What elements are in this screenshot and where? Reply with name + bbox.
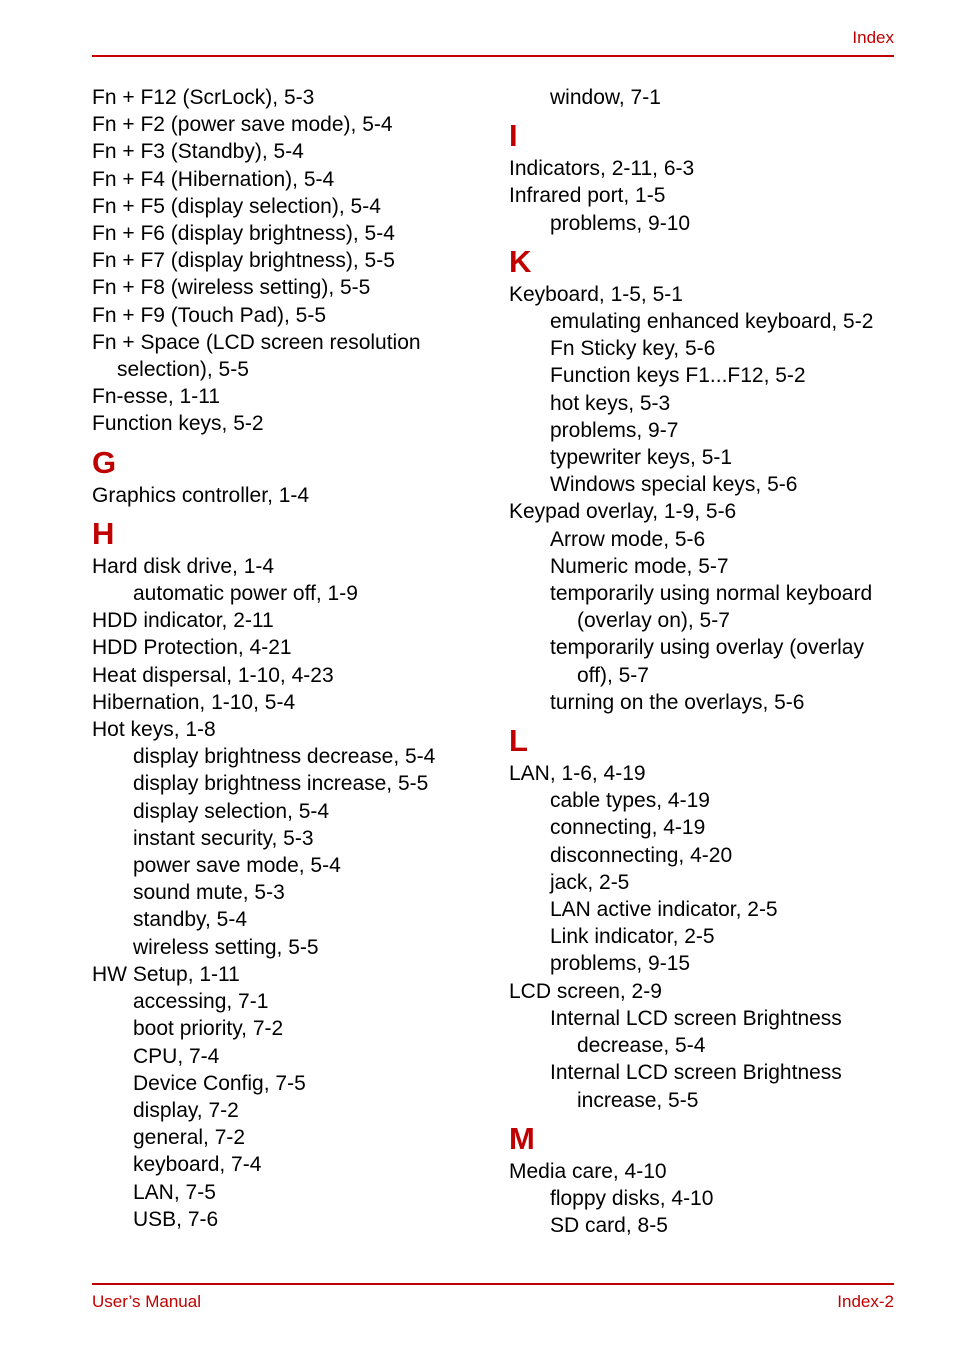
index-subentry — [92, 1206, 492, 1233]
index-entry-text: Fn + F3 (Standby), 5-4 — [92, 140, 304, 164]
index-entry-text: SD card, 8-5 — [550, 1214, 668, 1238]
footer-manual-title: User’s Manual — [92, 1292, 201, 1311]
index-entry — [92, 553, 492, 580]
index-subentry — [92, 879, 492, 906]
index-entry — [509, 760, 909, 787]
index-subentry — [92, 825, 492, 852]
index-entry-text: display, 7-2 — [133, 1098, 239, 1122]
index-entry-text: Numeric mode, 5-7 — [550, 554, 729, 578]
index-subentry — [509, 1185, 909, 1212]
index-entry — [92, 247, 492, 274]
index-subentry — [92, 852, 492, 879]
index-subentry — [92, 1015, 492, 1042]
index-entry-text: Hibernation, 1-10, 5-4 — [92, 690, 296, 714]
index-subentry — [509, 210, 909, 237]
index-entry — [92, 383, 492, 410]
index-entry-text: Fn + Space (LCD screen resolution — [92, 330, 421, 354]
index-subentry — [509, 580, 909, 634]
index-subentry — [509, 950, 909, 977]
index-entry-text: turning on the overlays, 5-6 — [550, 690, 805, 714]
index-entry-continuation: decrease, 5-4 — [577, 1034, 706, 1058]
index-entry-text: HDD Protection, 4-21 — [92, 636, 292, 660]
index-entry-text: Hard disk drive, 1-4 — [92, 554, 275, 578]
index-entry-text: floppy disks, 4-10 — [550, 1186, 714, 1210]
index-subentry — [509, 553, 909, 580]
index-entry-continuation: off), 5-7 — [577, 663, 649, 687]
index-entry-text: Link indicator, 2-5 — [550, 925, 715, 949]
index-subentry — [92, 1179, 492, 1206]
index-entry — [92, 111, 492, 138]
index-subentry — [509, 869, 909, 896]
index-entry-text: hot keys, 5-3 — [550, 391, 671, 415]
index-entry-text: Hot keys, 1-8 — [92, 718, 216, 742]
index-subentry — [509, 787, 909, 814]
index-entry-text: cable types, 4-19 — [550, 789, 710, 813]
index-entry-text: power save mode, 5-4 — [133, 854, 341, 878]
index-entry — [509, 498, 909, 525]
index-entry-text: jack, 2-5 — [550, 870, 630, 894]
index-subentry — [509, 634, 909, 688]
index-entry — [92, 138, 492, 165]
index-entry-text: problems, 9-10 — [550, 211, 691, 235]
index-entry-text: problems, 9-7 — [550, 418, 679, 442]
index-section-letter: H — [92, 515, 115, 551]
index-entry — [92, 662, 492, 689]
index-entry-text: HDD indicator, 2-11 — [92, 609, 274, 633]
index-subentry — [92, 1124, 492, 1151]
index-section-letter: K — [509, 243, 532, 279]
index-entry-text: standby, 5-4 — [133, 908, 248, 932]
index-entry — [92, 193, 492, 220]
index-entry-text: HW Setup, 1-11 — [92, 962, 240, 986]
index-entry-continuation: increase, 5-5 — [577, 1088, 699, 1112]
index-subentry — [509, 526, 909, 553]
index-entry — [509, 155, 909, 182]
index-entry-text: Keypad overlay, 1-9, 5-6 — [509, 500, 737, 524]
index-entry — [92, 410, 492, 437]
index-subentry — [92, 934, 492, 961]
index-subentry — [92, 906, 492, 933]
index-subentry — [509, 335, 909, 362]
index-entry-text: Fn + F7 (display brightness), 5-5 — [92, 249, 395, 273]
index-entry-text: temporarily using overlay (overlay — [550, 636, 864, 660]
footer-rule — [92, 1283, 894, 1285]
index-subentry — [92, 1043, 492, 1070]
index-entry — [92, 716, 492, 743]
index-entry-text: Fn + F9 (Touch Pad), 5-5 — [92, 303, 327, 327]
index-entry-text: Fn + F5 (display selection), 5-4 — [92, 194, 381, 218]
index-subentry — [509, 689, 909, 716]
index-entry-text: Internal LCD screen Brightness — [550, 1006, 842, 1030]
index-entry-text: emulating enhanced keyboard, 5-2 — [550, 310, 874, 334]
index-entry-text: window, 7-1 — [550, 86, 661, 109]
index-entry — [92, 220, 492, 247]
index-entry-text: connecting, 4-19 — [550, 816, 706, 840]
header-rule — [92, 55, 894, 57]
index-entry — [92, 634, 492, 661]
index-entry-text: LCD screen, 2-9 — [509, 979, 662, 1003]
index-entry-text: Arrow mode, 5-6 — [550, 527, 706, 551]
index-entry — [92, 961, 492, 988]
index-entry-text: problems, 9-15 — [550, 952, 691, 976]
index-entry-text: LAN active indicator, 2-5 — [550, 898, 778, 922]
index-entry — [92, 166, 492, 193]
index-entry — [92, 482, 492, 509]
index-subentry — [509, 308, 909, 335]
index-entry-text: Windows special keys, 5-6 — [550, 473, 798, 497]
index-subentry — [509, 1005, 909, 1059]
index-subentry — [509, 1212, 909, 1239]
index-subentry — [92, 1097, 492, 1124]
index-entry-text: LAN, 7-5 — [133, 1180, 216, 1204]
running-header: Index — [852, 28, 894, 47]
index-entry-text: Function keys, 5-2 — [92, 412, 264, 436]
index-entry — [92, 84, 492, 111]
index-subentry — [509, 1059, 909, 1113]
index-entry-text: Fn + F4 (Hibernation), 5-4 — [92, 167, 335, 191]
index-entry-text: disconnecting, 4-20 — [550, 843, 733, 867]
index-entry-text: USB, 7-6 — [133, 1207, 219, 1231]
index-entry-text: CPU, 7-4 — [133, 1044, 220, 1068]
index-entry-text: sound mute, 5-3 — [133, 881, 285, 905]
index-entry-text: Fn Sticky key, 5-6 — [550, 337, 716, 361]
index-entry-text: Media care, 4-10 — [509, 1159, 667, 1183]
index-section-letter: G — [92, 444, 117, 480]
index-entry — [509, 281, 909, 308]
index-entry-text: Infrared port, 1-5 — [509, 184, 666, 208]
index-entry-text: temporarily using normal keyboard — [550, 582, 873, 606]
index-entry-text: automatic power off, 1-9 — [133, 582, 358, 606]
index-entry — [509, 182, 909, 209]
index-section-letter: L — [509, 723, 528, 759]
index-subentry — [509, 814, 909, 841]
index-entry-text: Fn + F12 (ScrLock), 5-3 — [92, 86, 315, 109]
index-section-letter: I — [509, 118, 518, 154]
index-entry-text: Fn + F6 (display brightness), 5-4 — [92, 222, 395, 246]
index-subentry — [92, 770, 492, 797]
index-entry-text: keyboard, 7-4 — [133, 1153, 262, 1177]
index-entry-text: Internal LCD screen Brightness — [550, 1061, 842, 1085]
index-entry-text: display brightness increase, 5-5 — [133, 772, 429, 796]
index-subentry — [92, 1151, 492, 1178]
index-entry-text: Fn + F2 (power save mode), 5-4 — [92, 113, 393, 137]
index-entry-text: instant security, 5-3 — [133, 826, 314, 850]
index-entry-text: Fn + F8 (wireless setting), 5-5 — [92, 276, 371, 300]
index-entry-text: boot priority, 7-2 — [133, 1017, 284, 1041]
index-subentry — [509, 362, 909, 389]
index-entry-text: display selection, 5-4 — [133, 799, 330, 823]
footer-page-number: Index-2 — [837, 1292, 894, 1311]
index-section-letter: M — [509, 1120, 535, 1156]
index-subentry — [509, 444, 909, 471]
index-entry — [509, 1158, 909, 1185]
index-entry — [92, 689, 492, 716]
index-entry-text: typewriter keys, 5-1 — [550, 446, 733, 470]
index-subentry — [92, 580, 492, 607]
index-subentry — [509, 923, 909, 950]
index-subentry — [509, 471, 909, 498]
index-entry-text: display brightness decrease, 5-4 — [133, 745, 436, 769]
index-entry-text: Graphics controller, 1-4 — [92, 483, 310, 507]
index-subentry — [92, 1070, 492, 1097]
index-entry-continuation: (overlay on), 5-7 — [577, 609, 730, 633]
index-entry-text: wireless setting, 5-5 — [133, 935, 319, 959]
index-subentry — [509, 842, 909, 869]
index-entry — [509, 978, 909, 1005]
index-entry — [92, 607, 492, 634]
index-entry-text: LAN, 1-6, 4-19 — [509, 762, 646, 786]
index-entry-text: Device Config, 7-5 — [133, 1071, 306, 1095]
index-column-left — [92, 84, 492, 1233]
index-subentry — [92, 988, 492, 1015]
index-entry — [92, 329, 492, 383]
index-subentry — [92, 743, 492, 770]
index-subentry — [509, 390, 909, 417]
index-subentry — [509, 896, 909, 923]
index-entry-text: general, 7-2 — [133, 1126, 246, 1150]
index-entry-text: Indicators, 2-11, 6-3 — [509, 157, 695, 181]
index-entry-text: accessing, 7-1 — [133, 990, 269, 1014]
index-entry — [92, 274, 492, 301]
index-subentry — [509, 84, 909, 111]
index-subentry — [509, 417, 909, 444]
index-entry-text: Function keys F1...F12, 5-2 — [550, 364, 806, 388]
index-entry-text: Keyboard, 1-5, 5-1 — [509, 282, 683, 306]
index-entry — [92, 302, 492, 329]
index-entry-text: Heat dispersal, 1-10, 4-23 — [92, 663, 334, 687]
index-subentry — [92, 798, 492, 825]
index-column-right — [509, 84, 909, 1239]
index-entry-continuation: selection), 5-5 — [117, 358, 249, 382]
index-entry-text: Fn-esse, 1-11 — [92, 385, 220, 409]
